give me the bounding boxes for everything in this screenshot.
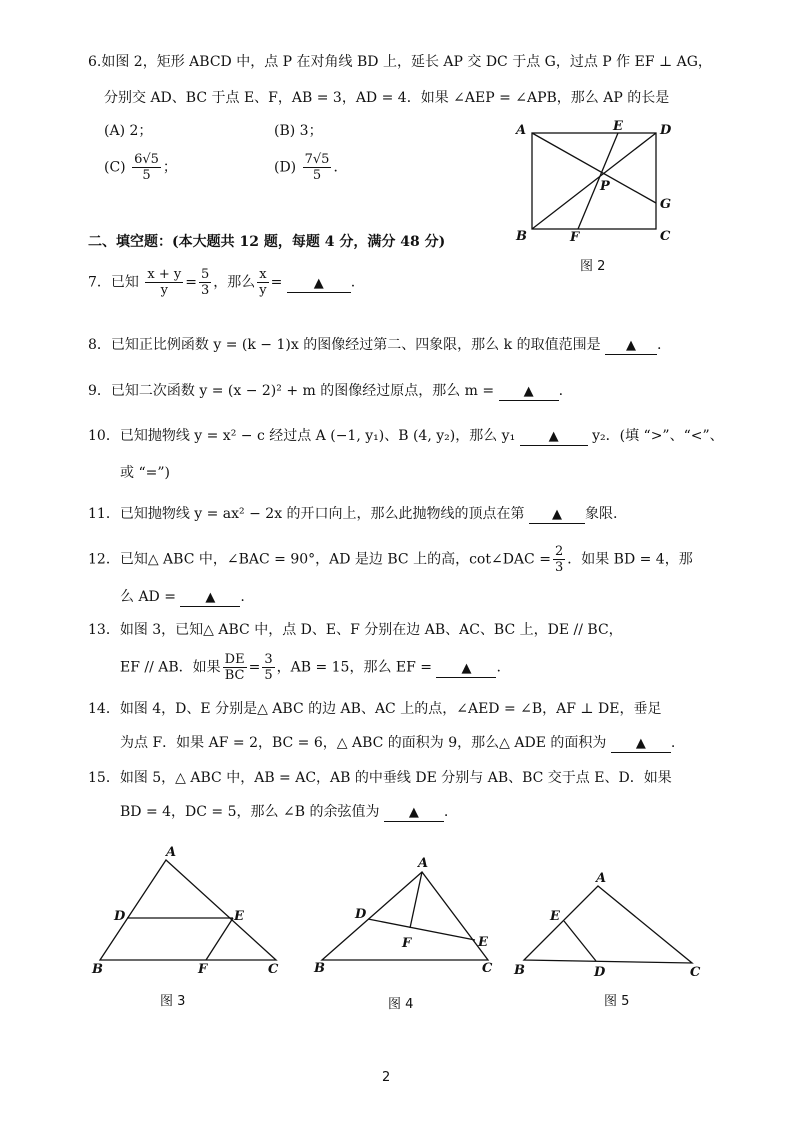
q11: 11．已知抛物线 y = ax² − 2x 的开口向上，那么此抛物线的顶点在第 ▲ 象限. — [88, 506, 618, 522]
q8-answer-blank[interactable]: ▲ — [605, 337, 657, 355]
fig5-label-b: B — [514, 963, 525, 978]
figure-5-caption: 图 5 — [604, 994, 630, 1009]
q6-option-c: (C) $\frac{6√5}{5}$ ； — [104, 152, 177, 183]
q13-fraction-2: $\frac{3}{5}$ — [264, 652, 273, 683]
fig3-label-d: D — [114, 909, 126, 924]
diagonal-bd — [532, 133, 656, 229]
q10-answer-blank[interactable]: ▲ — [520, 428, 588, 446]
fig4-label-e: E — [478, 935, 488, 950]
q6-line2: 分别交 AD、BC 于点 E、F，AB = 3，AD = 4．如果 ∠AEP = ∠APB，那么 AP 的长是 — [104, 90, 670, 106]
fig3-label-c: C — [268, 962, 279, 977]
fig3-label-f: F — [198, 962, 208, 977]
triangle-abc — [524, 886, 692, 963]
fig3-label-a: A — [166, 845, 177, 860]
fig4-label-b: B — [314, 961, 325, 976]
triangle-abc — [100, 860, 276, 960]
q15-line1: 15．如图 5，△ ABC 中，AB = AC，AB 的中垂线 DE 分别与 AB、BC 交于点 E、D．如果 — [88, 770, 672, 786]
q10-line1: 10．已知抛物线 y = x² − c 经过点 A (−1, y₁)、B (4, y₂)，那么 y₁ ▲ y₂．(填 “>”、“<”、 — [88, 428, 724, 444]
q6-option-d-fraction: $\frac{7√5}{5}$ — [304, 152, 330, 183]
q7-fraction-2: $\frac{5}{3}$ — [200, 267, 210, 298]
q13-fraction-1: $\frac{DE}{BC}$ — [224, 652, 245, 683]
fig2-label-d: D — [660, 123, 672, 138]
figure-4-diagram — [310, 852, 500, 978]
fig4-label-f: F — [402, 936, 412, 951]
figure-5-diagram — [510, 868, 710, 980]
fig5-label-d: D — [594, 965, 606, 980]
q6-option-d: (D) $\frac{7√5}{5}$ ． — [274, 152, 348, 183]
q6-option-a: (A) 2； — [104, 123, 153, 139]
fig3-label-e: E — [234, 909, 244, 924]
line-ag — [532, 133, 656, 203]
fig2-label-p: P — [600, 179, 610, 194]
fig2-label-f: F — [570, 230, 580, 245]
line-ef — [578, 133, 618, 229]
fig4-label-a: A — [418, 856, 429, 871]
q14-line1: 14．如图 4，D、E 分别是△ ABC 的边 AB、AC 上的点，∠AED = ∠B，AF ⊥ DE，垂足 — [88, 701, 662, 717]
q13-answer-blank[interactable]: ▲ — [436, 660, 496, 678]
fig5-label-e: E — [550, 909, 560, 924]
q14-answer-blank[interactable]: ▲ — [611, 735, 671, 753]
figure-4-caption: 图 4 — [388, 997, 414, 1012]
q6-option-b: (B) 3； — [274, 123, 323, 139]
figure-3-caption: 图 3 — [160, 994, 186, 1009]
figure-3-diagram — [90, 842, 290, 978]
q12-line1: 12．已知△ ABC 中，∠BAC = 90°，AD 是边 BC 上的高，cot∠DAC = $\frac{2}{3}$ ．如果 BD = 4，那 — [88, 544, 693, 575]
q11-answer-blank[interactable]: ▲ — [529, 506, 585, 524]
q15-answer-blank[interactable]: ▲ — [384, 804, 444, 822]
fig2-label-g: G — [660, 197, 672, 212]
q12-fraction: $\frac{2}{3}$ — [554, 544, 564, 575]
fig5-label-c: C — [690, 965, 701, 980]
line-ef — [206, 918, 233, 960]
q7-fraction-3: $\frac{x}{y}$ — [259, 267, 267, 298]
figure-2-diagram — [510, 118, 680, 248]
fig4-label-d: D — [355, 907, 367, 922]
q10-line2: 或 “=”) — [120, 465, 170, 481]
q14-line2: 为点 F．如果 AF = 2，BC = 6，△ ABC 的面积为 9，那么△ ADE 的面积为 ▲ . — [120, 735, 676, 751]
fig5-label-a: A — [596, 871, 607, 886]
fig2-label-b: B — [516, 229, 527, 244]
section-2-title: 二、填空题：(本大题共 12 题，每题 4 分，满分 48 分) — [88, 234, 446, 250]
q9-answer-blank[interactable]: ▲ — [499, 383, 559, 401]
q12-answer-blank[interactable]: ▲ — [180, 589, 240, 607]
page-number: 2 — [382, 1070, 391, 1085]
q15-line2: BD = 4，DC = 5，那么 ∠B 的余弦值为 ▲ . — [120, 804, 449, 820]
q7-fraction-1: $\frac{x + y}{y}$ — [147, 267, 182, 298]
q12-line2: 么 AD = ▲ . — [120, 589, 245, 605]
figure-2-caption: 图 2 — [580, 259, 606, 274]
fig4-label-c: C — [482, 961, 493, 976]
q6-line1: 6.如图 2，矩形 ABCD 中，点 P 在对角线 BD 上，延长 AP 交 DC 于点 G，过点 P 作 EF ⊥ AG， — [88, 54, 712, 70]
q7-answer-blank[interactable]: ▲ — [287, 275, 351, 293]
q13-line2: EF // AB．如果 $\frac{DE}{BC}$ = $\frac{3}{5}$ ，AB = 15，那么 EF = ▲ . — [120, 652, 501, 683]
fig2-label-c: C — [660, 229, 671, 244]
fig3-label-b: B — [92, 962, 103, 977]
line-de — [564, 921, 596, 961]
fig2-label-e: E — [613, 119, 623, 134]
q7: 7．已知 $\frac{x + y}{y}$ = $\frac{5}{3}$ ，那么 $\frac{x}{y}$ = ▲ . — [88, 267, 356, 298]
q9: 9．已知二次函数 y = (x − 2)² + m 的图像经过原点，那么 m = ▲ . — [88, 383, 564, 399]
q6-option-c-fraction: $\frac{6√5}{5}$ — [134, 152, 159, 183]
fig2-label-a: A — [516, 123, 527, 138]
q13-line1: 13．如图 3，已知△ ABC 中，点 D、E、F 分别在边 AB、AC、BC 上，DE // BC， — [88, 622, 623, 638]
q8: 8．已知正比例函数 y = (k − 1)x 的图像经过第二、四象限，那么 k 的取值范围是 ▲ . — [88, 337, 662, 353]
